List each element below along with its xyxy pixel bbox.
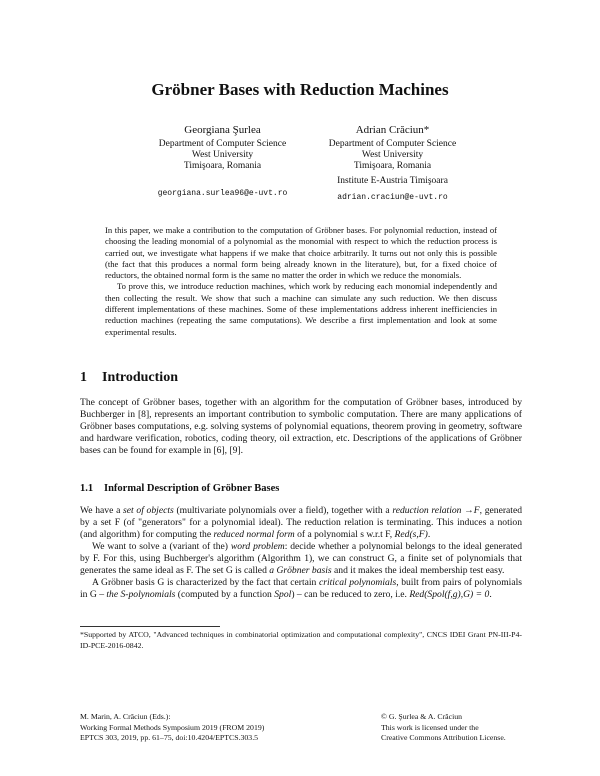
author-affiliation-line: Institute E-Austria Timişoara — [337, 176, 448, 186]
paragraph: A Gröbner basis G is characterized by the fact that certain critical polynomials, built from pairs of polynomials in G – the S-polynomials (computed by a function Spol) – can be reduced to zero, i.e. Red(Spol(f,g),G) = 0. — [80, 577, 522, 600]
paragraph: We want to solve a (variant of the) word problem: decide whether a polynomial belongs to the ideal generated by F. For this, using Buchberger's algorithm (Algorithm 1), we can construct G, a finite set of polynomials that generates the same ideal as F. The set G is called a Gröbner basis and it makes the ideal membership test easy. — [80, 541, 522, 576]
footnote: *Supported by ATCO, "Advanced techniques in combinatorial optimization and computational complexity", CNCS IDEI Grant PN-III-P4-ID-PCE-2016-0842. — [80, 630, 522, 650]
author-affiliation-line: Department of Computer Science — [328, 139, 457, 149]
footer-line: This work is licensed under the — [381, 722, 479, 732]
intro-paragraph — [80, 397, 522, 457]
footer-line: © G. Şurlea & A. Crăciun — [381, 712, 463, 721]
paragraph-text: The concept of Gröbner bases, together with an algorithm for the computation of Gröbner bases, introduced by Buchberger in [8], represents an important contribution to symbolic computation. There are many applications of Gröbner bases computations, e.g. solving systems of polynomial equations, theorem proving in geometry, software and hardware verification, robotics, coding theory, oil extraction, etc. Descriptions of the applications of Gröbner bases can be found for example in [6], [9]. — [80, 397, 522, 456]
author-affiliation-line: West University — [361, 150, 424, 160]
author-affiliation-line: Timişoara, Romania — [183, 161, 262, 171]
footnote-rule — [80, 626, 220, 627]
abstract-paragraph: To prove this, we introduce reduction machines, which work by reducing each monomial independently and then collecting the result. We show that such a machine can simulate any such reduction. We then discuss different implementations of these machines. Some of these implementations address inherent inefficiencies in reduction machines (repeating the same computations). We describe a first implementation and look at some experimental results. — [105, 281, 497, 337]
author-affiliation-line: West University — [191, 150, 254, 160]
footer-line: M. Marin, A. Crăciun (Eds.): — [80, 712, 171, 721]
footer-line: Creative Commons Attribution License. — [381, 733, 506, 742]
author-affiliation-line: Department of Computer Science — [158, 139, 287, 149]
footer-line: Working Formal Methods Symposium 2019 (FROM 2019) — [80, 722, 265, 732]
abstract — [105, 225, 497, 338]
section-title: Introduction — [102, 370, 178, 385]
abstract-paragraph: In this paper, we make a contribution to the computation of Gröbner bases. For polynomial reduction, instead of choosing the leading monomial of a polynomial as the monomial with respect to which the reduction process is carried out, we investigate what happens if we make that choice arbitrarily. It turns out not only this is possible (the fact that this produces a normal form being already known in the literature), but, for a fixed choice of reductors, the obtained normal form is the same no matter the order in which we reduce the monomials. — [105, 225, 497, 281]
author-block-2 — [300, 125, 485, 203]
author-email[interactable]: georgiana.surlea96@e-uvt.ro — [157, 189, 288, 198]
paragraph: We have a set of objects (multivariate polynomials over a field), together with a reduction relation →F, generated by a set F (of "generators" for a polynomial ideal). The reduction relation is terminating. This induces a notion (and algorithm) for computing the reduced normal form of a polynomial s w.r.t F, Red(s,F). — [80, 505, 523, 540]
footer-left — [80, 712, 340, 744]
section-number: 1 — [80, 370, 87, 385]
subsection-body — [80, 505, 522, 601]
section-heading — [80, 370, 178, 386]
author-name: Georgiana Şurlea — [184, 124, 261, 136]
author-affiliation-line: Timişoara, Romania — [353, 161, 432, 171]
author-email[interactable]: adrian.craciun@e-uvt.ro — [337, 193, 448, 202]
subsection-heading — [80, 483, 279, 494]
paper-title: Gröbner Bases with Reduction Machines — [151, 80, 449, 99]
subsection-number: 1.1 — [80, 483, 94, 494]
subsection-title: Informal Description of Gröbner Bases — [104, 483, 280, 494]
author-name: Adrian Crăciun* — [355, 124, 430, 136]
footer-right — [381, 712, 531, 744]
footer-line: EPTCS 303, 2019, pp. 61–75, doi:10.4204/EPTCS.303.5 — [80, 733, 259, 742]
author-block-1 — [130, 125, 315, 199]
